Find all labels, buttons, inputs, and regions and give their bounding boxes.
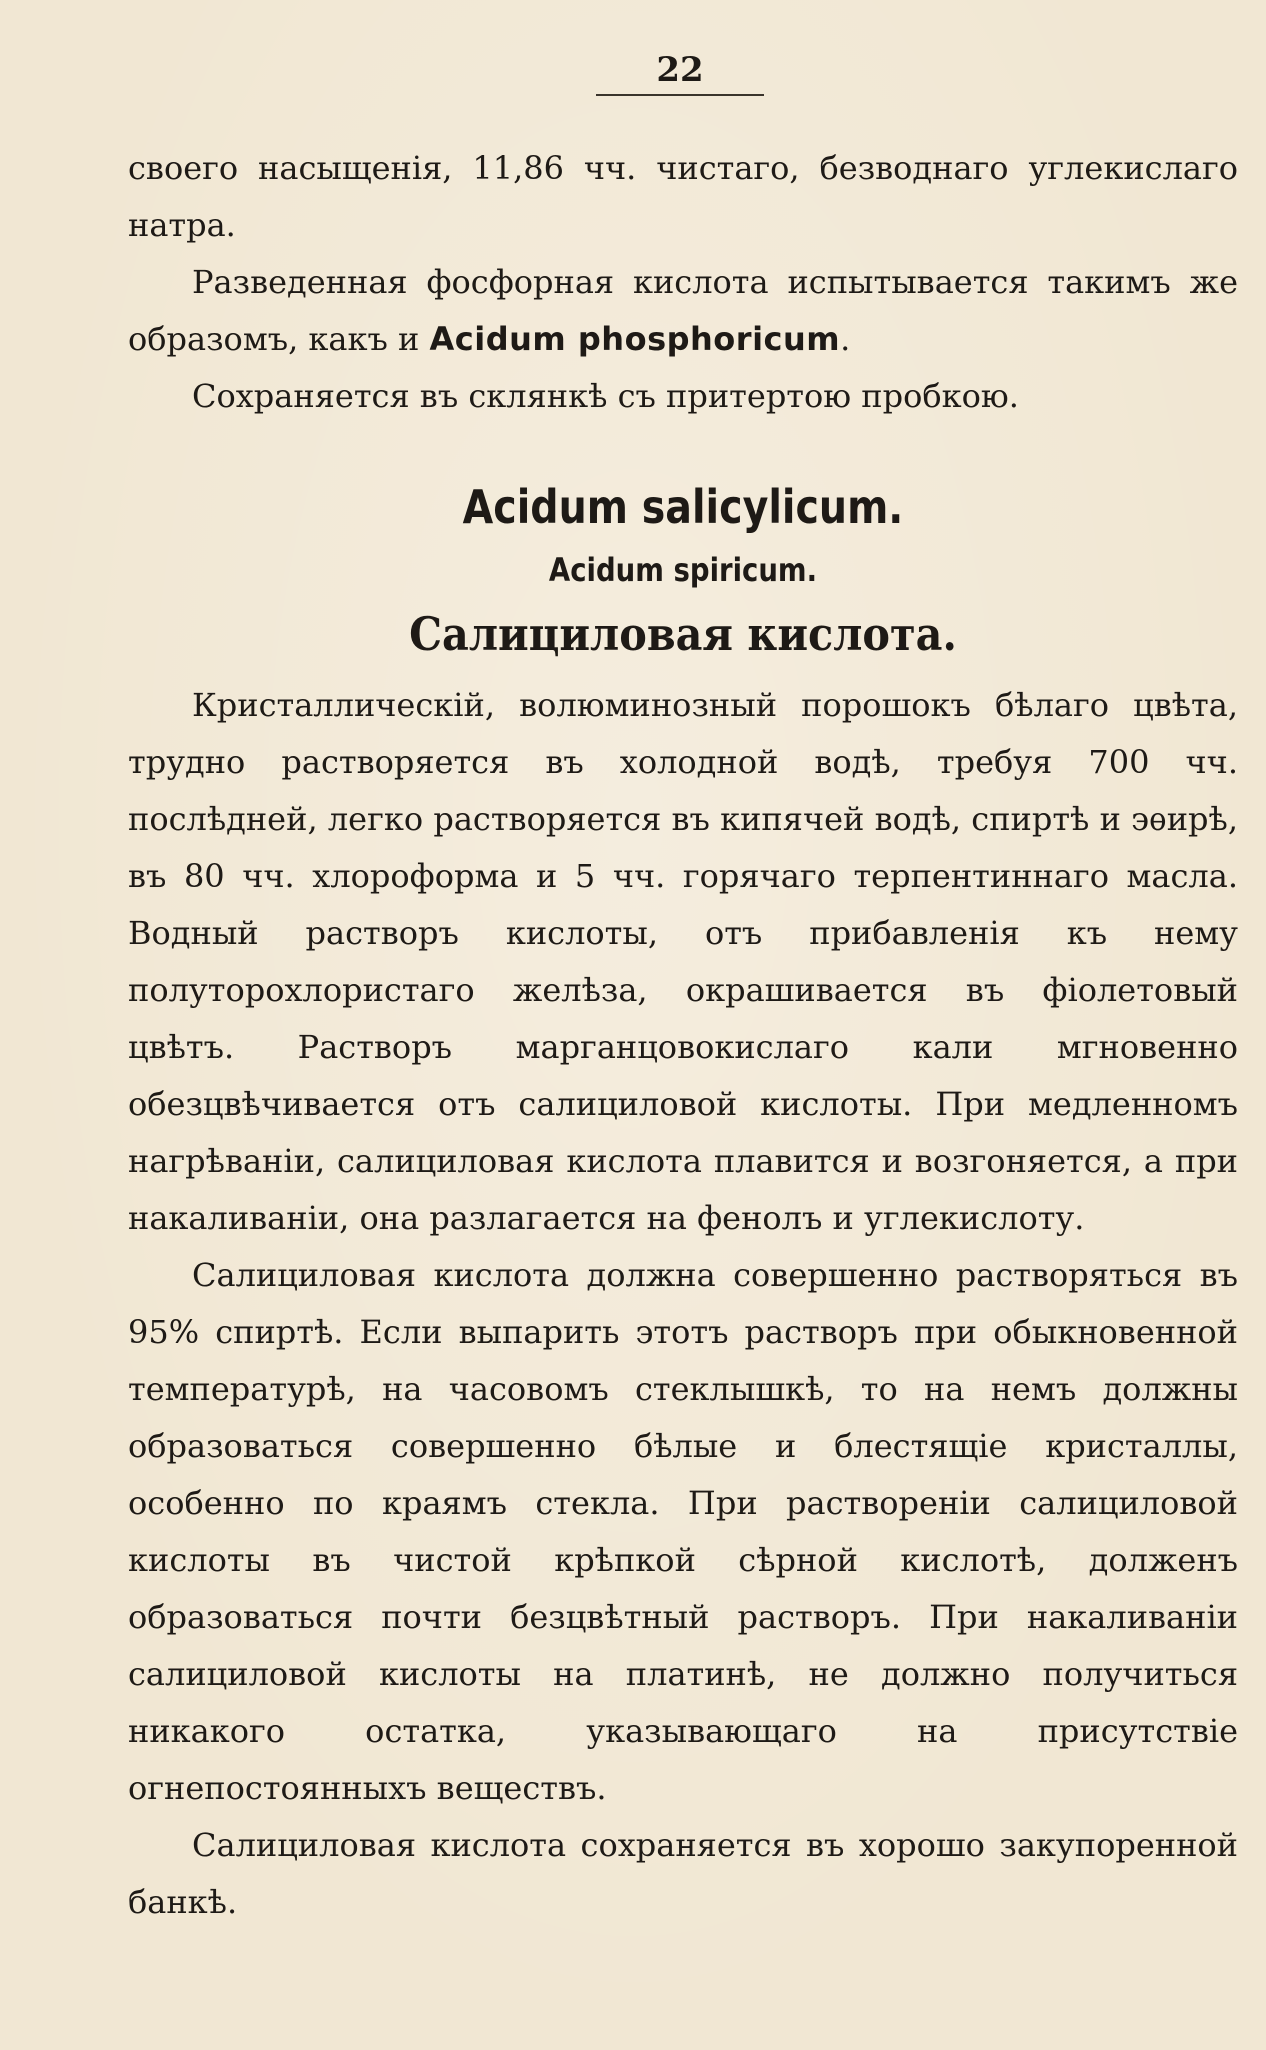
- description-paragraph: Кристаллическій, волюминозный порошокъ бѣлаго цвѣта, трудно растворяется въ холодной водѣ, требуя 700 чч. послѣдней, легко растворяется въ кипячей водѣ, спиртѣ и эѳирѣ, въ 80 чч. хлороформа и 5 чч. горячаго терпентиннаго масла. Водный растворъ кислоты, отъ прибавленія къ нему полуторохлористаго желѣза, окрашивается въ фіолетовый цвѣтъ. Растворъ марганцовокислаго кали мгновенно обезцвѣчивается отъ салициловой кислоты. При медленномъ нагрѣваніи, салициловая кислота плавится и возгоняется, а при накаливаніи, она разлагается на фенолъ и углекислоту.: [128, 686, 1238, 1237]
- continued-paragraph: своего насыщенія, 11,86 чч. чистаго, безводнаго углекислаго натра.: [128, 149, 1238, 244]
- article-title-latin: Acidum salicylicum.: [462, 480, 904, 534]
- phosphoric-paragraph: [128, 254, 1238, 368]
- phosphoric-text-before: Разведенная фосфорная кислота испытывается такимъ же образомъ, какъ и: [128, 263, 1238, 358]
- storage-paragraph-top: Сохраняется въ склянкѣ съ притертою пробкою.: [192, 377, 1019, 415]
- phosphoric-latin-name: Acidum phosphoricum: [429, 320, 841, 358]
- storage-paragraph: Салициловая кислота сохраняется въ хорошо закупоренной банкѣ.: [128, 1826, 1238, 1921]
- page-content: [128, 140, 1238, 1931]
- page-number: 22: [656, 50, 704, 90]
- article-synonym-latin: Acidum spiricum.: [548, 551, 818, 589]
- phosphoric-text-after: .: [840, 320, 851, 358]
- article-title-russian: Салициловая кислота.: [409, 607, 957, 661]
- purity-test-paragraph: Салициловая кислота должна совершенно растворяться въ 95% спиртѣ. Если выпарить этотъ растворъ при обыкновенной температурѣ, на часовомъ стеклышкѣ, то на немъ должны образоваться совершенно бѣлые и блестящіе кристаллы, особенно по краямъ стекла. При раствореніи салициловой кислоты въ чистой крѣпкой сѣрной кислотѣ, долженъ образоваться почти безцвѣтный растворъ. При накаливаніи салициловой кислоты на платинѣ, не должно получиться никакого остатка, указывающаго на присутствіе огнепостоянныхъ веществъ.: [128, 1256, 1238, 1807]
- header-rule: [596, 94, 764, 96]
